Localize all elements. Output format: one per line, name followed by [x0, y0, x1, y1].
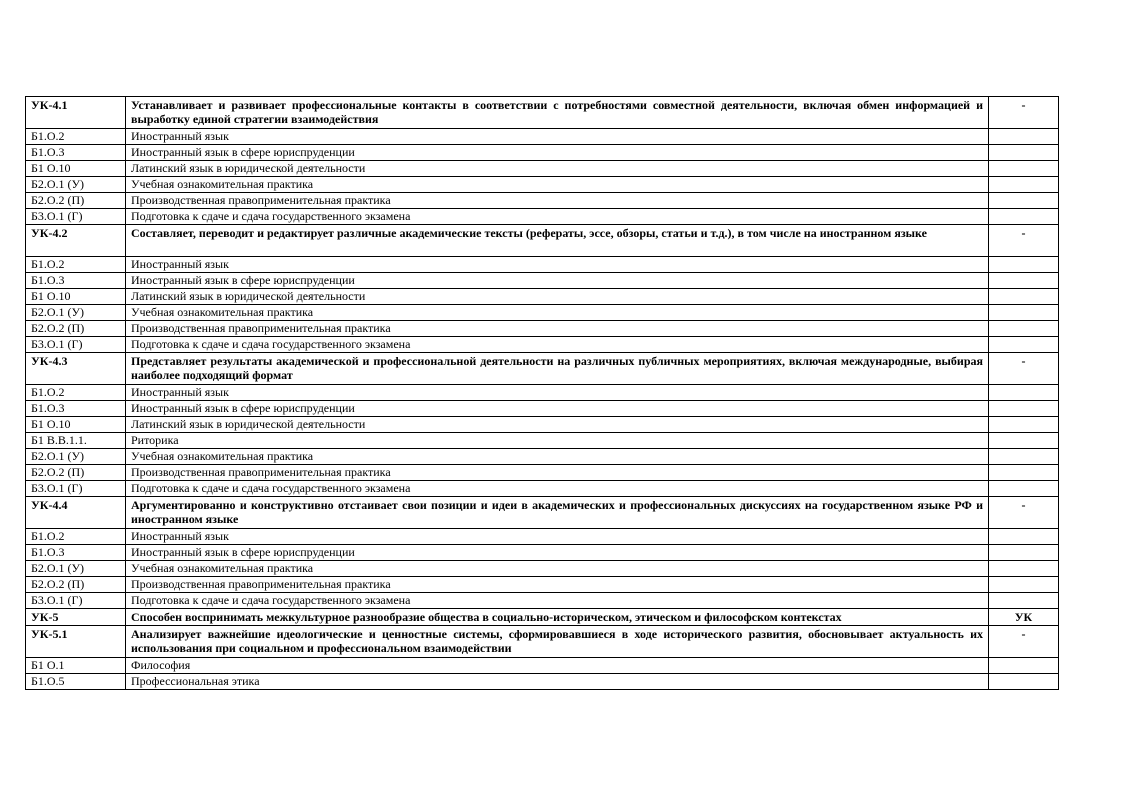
- competency-mark: [989, 273, 1059, 289]
- discipline-row: [26, 465, 1059, 481]
- discipline-code: Б2.О.2 (П): [26, 193, 126, 209]
- competency-mark: -: [989, 497, 1059, 529]
- discipline-name: Латинский язык в юридической деятельности: [126, 161, 989, 177]
- competency-mark: [989, 593, 1059, 609]
- discipline-name: Иностранный язык в сфере юриспруденции: [126, 545, 989, 561]
- discipline-code: Б2.О.2 (П): [26, 321, 126, 337]
- discipline-row: [26, 577, 1059, 593]
- discipline-name: Иностранный язык в сфере юриспруденции: [126, 145, 989, 161]
- discipline-code: Б1.О.2: [26, 129, 126, 145]
- discipline-row: [26, 273, 1059, 289]
- discipline-name: Риторика: [126, 433, 989, 449]
- discipline-row: [26, 177, 1059, 193]
- discipline-name: Учебная ознакомительная практика: [126, 561, 989, 577]
- competency-mark: [989, 321, 1059, 337]
- discipline-row: [26, 161, 1059, 177]
- competency-code: УК-5.1: [26, 626, 126, 658]
- competency-mark: -: [989, 97, 1059, 129]
- competency-mark: [989, 433, 1059, 449]
- competency-mark: [989, 674, 1059, 690]
- competency-code: УК-4.2: [26, 225, 126, 257]
- competency-mark: [989, 481, 1059, 497]
- competency-mark: -: [989, 626, 1059, 658]
- competency-description: Представляет результаты академической и профессиональной деятельности на различных публичных мероприятиях, включая международные, выбирая наиболее подходящий формат: [126, 353, 989, 385]
- discipline-name: Латинский язык в юридической деятельности: [126, 289, 989, 305]
- discipline-name: Производственная правоприменительная практика: [126, 465, 989, 481]
- discipline-name: Учебная ознакомительная практика: [126, 305, 989, 321]
- discipline-name: Подготовка к сдаче и сдача государственного экзамена: [126, 593, 989, 609]
- discipline-code: Б1.О.3: [26, 545, 126, 561]
- discipline-row: [26, 193, 1059, 209]
- competency-indicator-row: [26, 225, 1059, 257]
- discipline-code: Б1 О.10: [26, 289, 126, 305]
- competency-mark: [989, 257, 1059, 273]
- discipline-code: Б1.О.2: [26, 529, 126, 545]
- discipline-row: [26, 433, 1059, 449]
- discipline-code: Б2.О.2 (П): [26, 577, 126, 593]
- discipline-code: Б2.О.1 (У): [26, 177, 126, 193]
- discipline-name: Иностранный язык в сфере юриспруденции: [126, 401, 989, 417]
- discipline-row: [26, 417, 1059, 433]
- competency-mark: [989, 193, 1059, 209]
- discipline-name: Иностранный язык: [126, 257, 989, 273]
- discipline-name: Профессиональная этика: [126, 674, 989, 690]
- competency-mark: [989, 401, 1059, 417]
- competency-mark: [989, 577, 1059, 593]
- discipline-code: Б1.О.2: [26, 385, 126, 401]
- discipline-row: [26, 545, 1059, 561]
- competency-indicator-row: [26, 497, 1059, 529]
- discipline-code: Б1.О.3: [26, 273, 126, 289]
- discipline-code: Б1 О.10: [26, 417, 126, 433]
- discipline-name: Производственная правоприменительная практика: [126, 321, 989, 337]
- discipline-name: Подготовка к сдаче и сдача государственного экзамена: [126, 337, 989, 353]
- discipline-name: Учебная ознакомительная практика: [126, 449, 989, 465]
- competency-mark: [989, 305, 1059, 321]
- competency-table-body: [26, 97, 1059, 690]
- competency-mark: -: [989, 353, 1059, 385]
- competency-mark: [989, 561, 1059, 577]
- competency-mark: [989, 529, 1059, 545]
- discipline-name: Иностранный язык в сфере юриспруденции: [126, 273, 989, 289]
- discipline-row: [26, 385, 1059, 401]
- competency-description: Аргументированно и конструктивно отстаивает свои позиции и идеи в академических и профессиональных дискуссиях на государственном языке РФ и иностранном языке: [126, 497, 989, 529]
- competency-mark: [989, 289, 1059, 305]
- competency-mark: [989, 209, 1059, 225]
- discipline-name: Производственная правоприменительная практика: [126, 577, 989, 593]
- discipline-code: Б2.О.2 (П): [26, 465, 126, 481]
- competency-mark: -: [989, 225, 1059, 257]
- discipline-row: [26, 257, 1059, 273]
- discipline-name: Иностранный язык: [126, 129, 989, 145]
- discipline-code: Б1 О.1: [26, 658, 126, 674]
- discipline-row: [26, 145, 1059, 161]
- discipline-code: Б2.О.1 (У): [26, 561, 126, 577]
- competency-description: Способен воспринимать межкультурное разнообразие общества в социально-историческом, этическом и философском контекстах: [126, 609, 989, 626]
- discipline-name: Философия: [126, 658, 989, 674]
- discipline-code: Б3.О.1 (Г): [26, 593, 126, 609]
- competency-table: [25, 96, 1059, 690]
- discipline-row: [26, 674, 1059, 690]
- discipline-row: [26, 305, 1059, 321]
- discipline-code: Б1.О.3: [26, 145, 126, 161]
- discipline-code: Б3.О.1 (Г): [26, 337, 126, 353]
- competency-mark: [989, 145, 1059, 161]
- discipline-name: Латинский язык в юридической деятельности: [126, 417, 989, 433]
- competency-mark: [989, 161, 1059, 177]
- discipline-code: Б1.О.3: [26, 401, 126, 417]
- discipline-row: [26, 321, 1059, 337]
- discipline-code: Б1 О.10: [26, 161, 126, 177]
- competency-mark: [989, 177, 1059, 193]
- competency-mark: УК: [989, 609, 1059, 626]
- discipline-name: Учебная ознакомительная практика: [126, 177, 989, 193]
- competency-mark: [989, 545, 1059, 561]
- discipline-name: Производственная правоприменительная практика: [126, 193, 989, 209]
- discipline-code: Б1.О.5: [26, 674, 126, 690]
- discipline-row: [26, 449, 1059, 465]
- competency-mark: [989, 129, 1059, 145]
- competency-mark: [989, 417, 1059, 433]
- discipline-row: [26, 129, 1059, 145]
- competency-mark: [989, 337, 1059, 353]
- competency-code: УК-4.4: [26, 497, 126, 529]
- discipline-name: Подготовка к сдаче и сдача государственного экзамена: [126, 209, 989, 225]
- discipline-name: Подготовка к сдаче и сдача государственного экзамена: [126, 481, 989, 497]
- competency-description: Устанавливает и развивает профессиональные контакты в соответствии с потребностями совместной деятельности, включая обмен информацией и выработку единой стратегии взаимодействия: [126, 97, 989, 129]
- competency-description: Составляет, переводит и редактирует различные академические тексты (рефераты, эссе, обзоры, статьи и т.д.), в том числе на иностранном языке: [126, 225, 989, 257]
- competency-indicator-row: [26, 97, 1059, 129]
- discipline-code: Б1 В.В.1.1.: [26, 433, 126, 449]
- discipline-name: Иностранный язык: [126, 385, 989, 401]
- competency-code: УК-4.1: [26, 97, 126, 129]
- discipline-code: Б2.О.1 (У): [26, 305, 126, 321]
- discipline-row: [26, 289, 1059, 305]
- discipline-code: Б3.О.1 (Г): [26, 481, 126, 497]
- competency-indicator-row: [26, 353, 1059, 385]
- discipline-row: [26, 593, 1059, 609]
- competency-mark: [989, 658, 1059, 674]
- competency-code: УК-5: [26, 609, 126, 626]
- competency-mark: [989, 449, 1059, 465]
- discipline-code: Б2.О.1 (У): [26, 449, 126, 465]
- competency-indicator-row: [26, 609, 1059, 626]
- competency-indicator-row: [26, 626, 1059, 658]
- competency-mark: [989, 465, 1059, 481]
- competency-mark: [989, 385, 1059, 401]
- discipline-row: [26, 529, 1059, 545]
- discipline-row: [26, 401, 1059, 417]
- competency-description: Анализирует важнейшие идеологические и ценностные системы, сформировавшиеся в ходе исторического развития, обосновывает актуальность их использования при социальном и профессиональном взаимодействии: [126, 626, 989, 658]
- discipline-row: [26, 209, 1059, 225]
- discipline-name: Иностранный язык: [126, 529, 989, 545]
- competency-code: УК-4.3: [26, 353, 126, 385]
- discipline-row: [26, 481, 1059, 497]
- discipline-row: [26, 561, 1059, 577]
- discipline-row: [26, 658, 1059, 674]
- discipline-row: [26, 337, 1059, 353]
- discipline-code: Б1.О.2: [26, 257, 126, 273]
- discipline-code: Б3.О.1 (Г): [26, 209, 126, 225]
